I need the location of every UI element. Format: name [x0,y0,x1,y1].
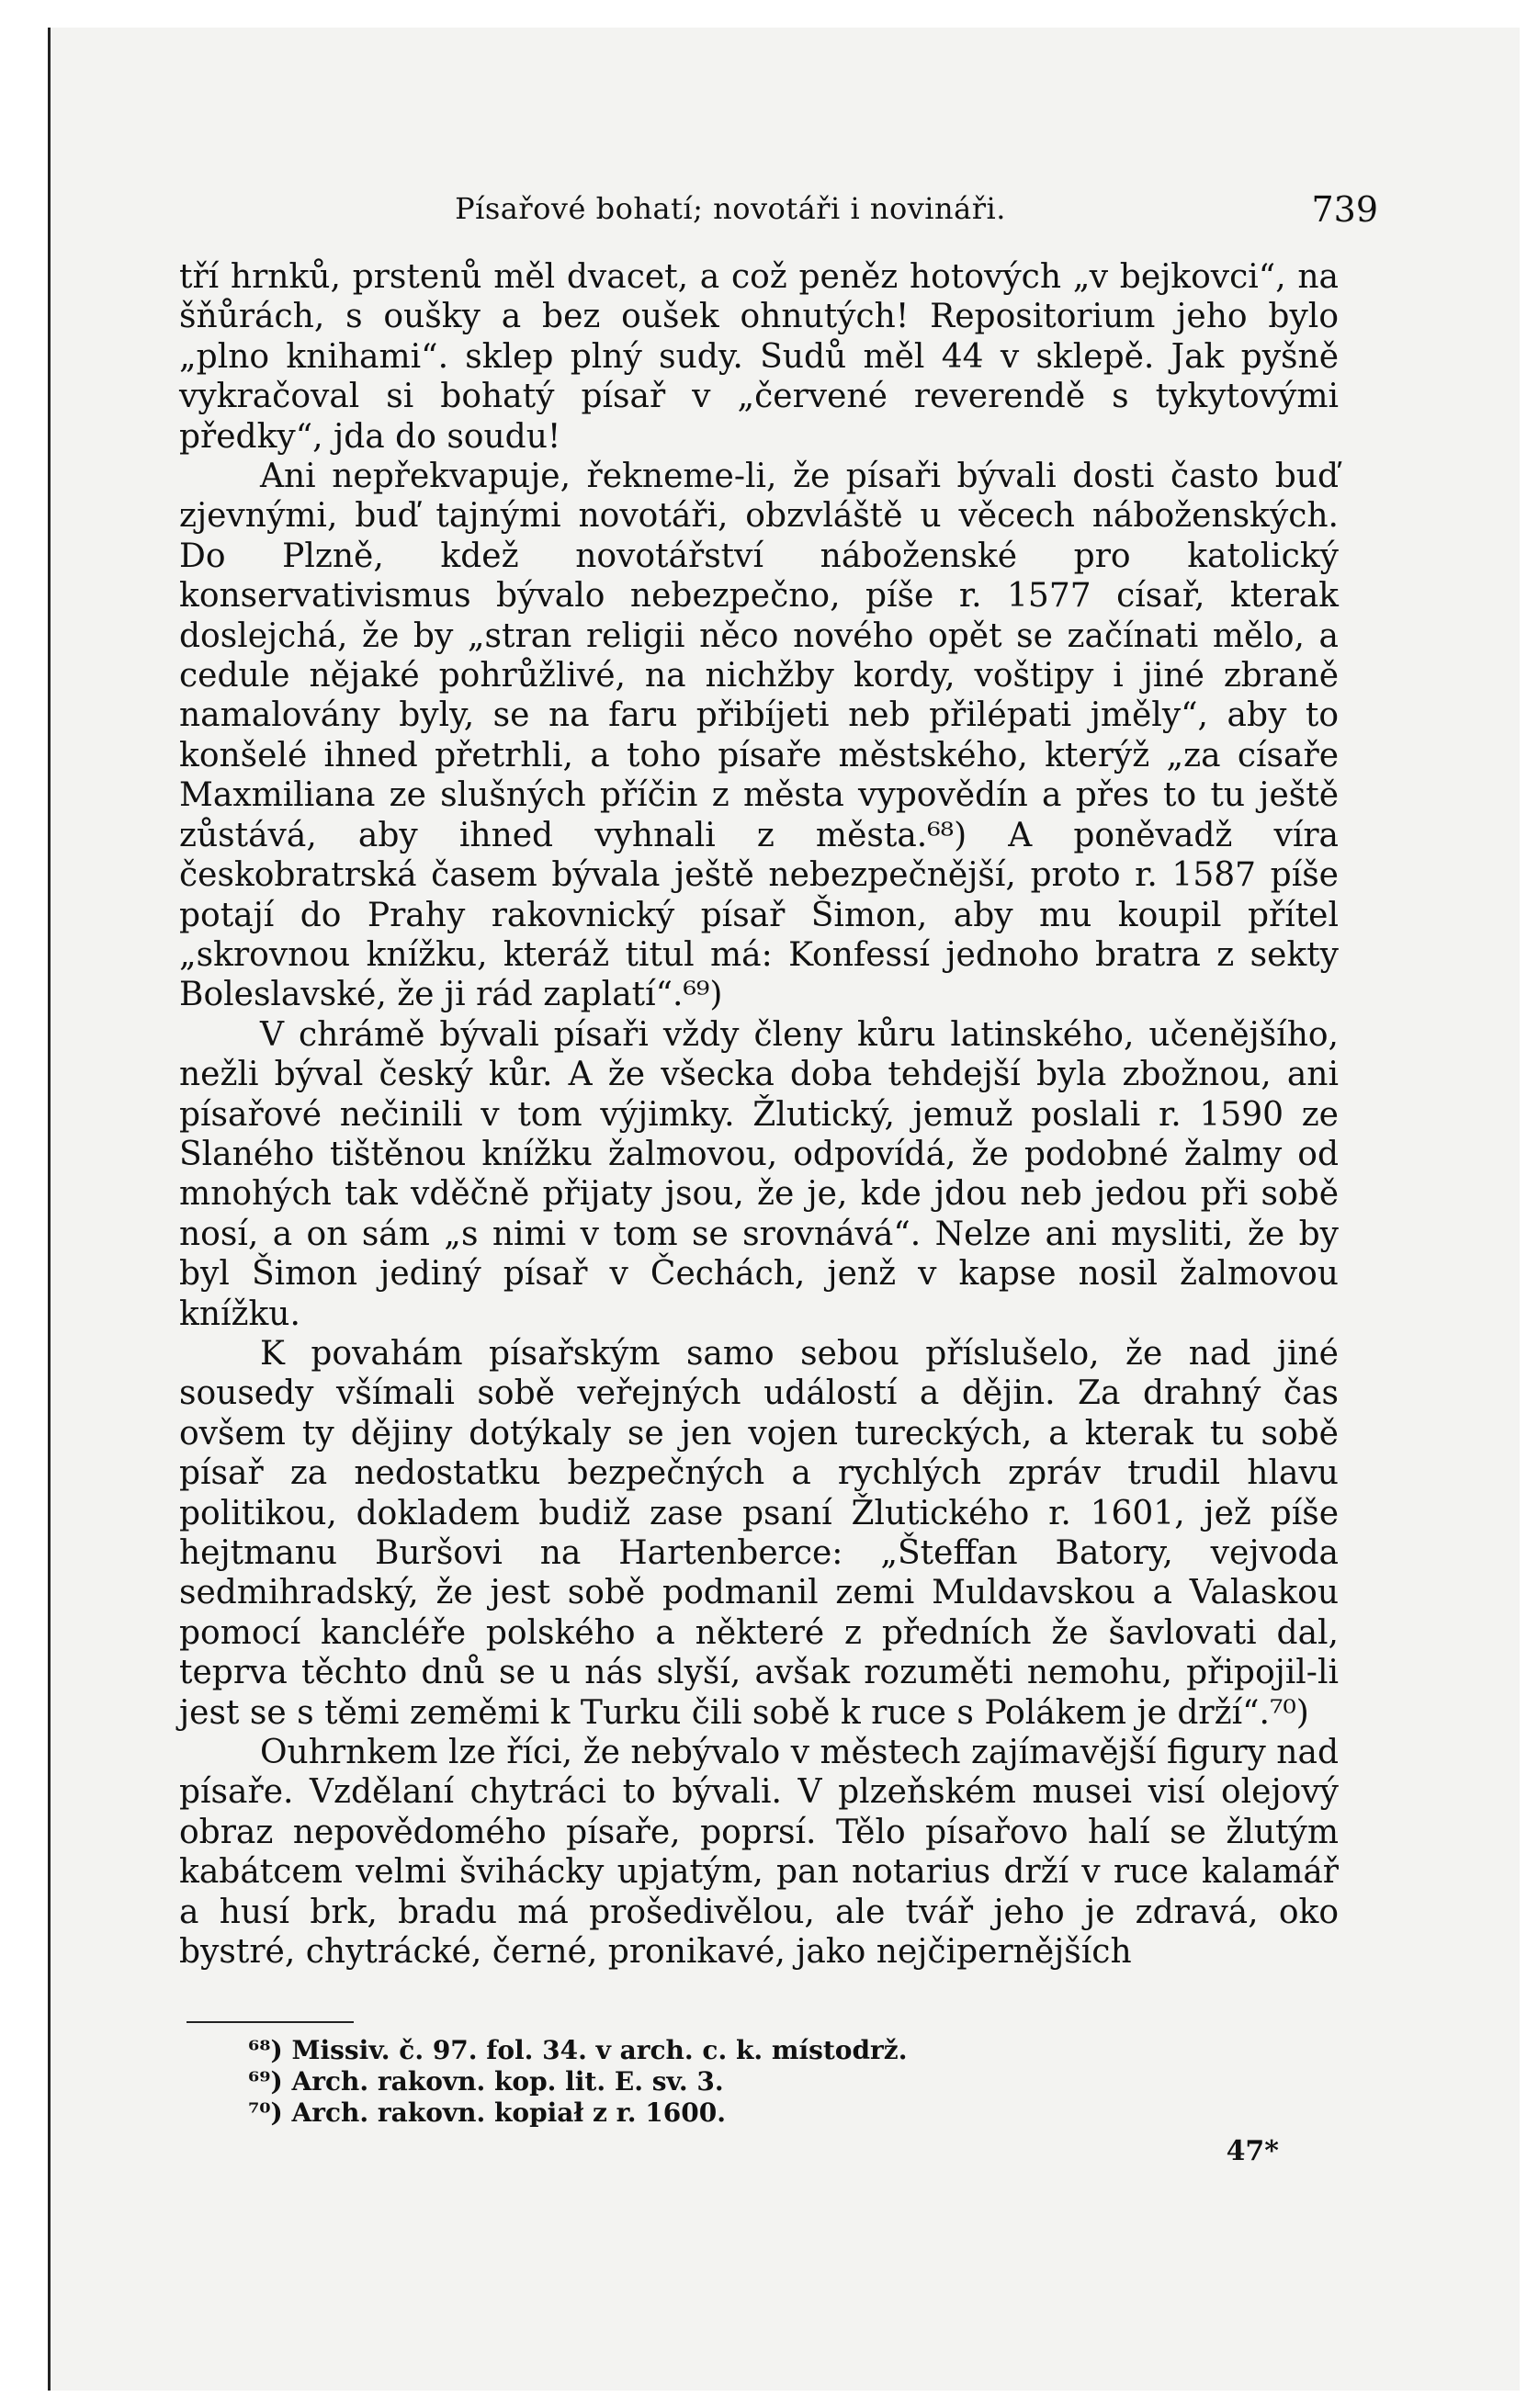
page-header [225,173,1520,228]
footnote-68: ⁶⁸) Missiv. č. 97. fol. 34. v arch. c. k. místodrž. [248,2035,908,2065]
footnote-rule [187,2021,354,2023]
running-title: Písařové bohatí; novotáři i novináři. [455,191,1006,226]
paragraph-3: V chrámě bývali písaři vždy členy kůru latinského, učenějšího, nežli býval český kůr. A že všecka doba tehdejší byla zbožnou, ani písařové nečinili v tom výjimky. Žlutický, jemuž poslali r. 1590 ze Slaného tištěnou knížku žalmovou, odpovídá, že podobné žalmy od mnohých tak vděčně přijaty jsou, že je, kde jdou neb jedou při sobě nosí, a on sám „s nimi v tom se srovnává“. Nelze ani mysliti, že by byl Šimon jediný písař v Čechách, jenž v kapse nosil žalmovou knížku. [179,1015,1339,1333]
book-page [48,28,1520,2391]
paragraph-5: Ouhrnkem lze říci, že nebývalo v městech zajímavější figury nad písaře. Vzdělaní chytráci to bývali. V plzeňském musei visí olejový obraz nepovědomého písaře, poprsí. Tělo písařovo halí se žlutým kabátcem velmi švihácky upjatým, pan notarius drží v ruce kalamář a husí brk, bradu má prošedivělou, ale tvář jeho je zdravá, oko bystré, chytrácké, černé, pronikavé, jako nejčipernějších [179,1734,1339,1972]
footnote-69: ⁶⁹) Arch. rakovn. kop. lit. E. sv. 3. [248,2066,724,2097]
body-text [179,257,1339,1972]
footnotes [248,2035,1167,2129]
footnote-70: ⁷⁰) Arch. rakovn. kopiał z r. 1600. [248,2097,726,2128]
paragraph-1: tří hrnků, prstenů měl dvacet, a což peněz hotových „v bejkovci“, na šňůrách, s oušky a bez oušek ohnutých! Repositorium jeho bylo „plno knihami“. sklep plný sudy. Sudů měl 44 v sklepě. Jak pyšně vykračoval si bohatý písař v „červené reverendě s tykytovými předky“, jda do soudu! [179,258,1339,456]
paragraph-2: Ani nepřekvapuje, řekneme-li, že písaři bývali dosti často buď zjevnými, buď tajnými novotáři, obzvláště u věcech náboženských. Do Plzně, kdež novotářství náboženské pro katolický konservativismus bývalo nebezpečno, píše r. 1577 císař, kterak doslejchá, že by „stran religii něco nového opět se začínati mělo, a cedule nějaké pohrůžlivé, na nichžby kordy, voštipy i jiné zbraně namalovány byly, se na faru přibíjeti neb přilépati jměly“, aby to konšelé ihned přetrhli, a toho písaře městského, kterýž „za císaře Maxmiliana ze slušných příčin z města vypovědín a přes to tu ještě zůstává, aby ihned vyhnali z města.⁶⁸) A poněvadž víra českobratrská časem bývala ještě nebezpečnější, proto r. 1587 píše potají do Prahy rakovnický písař Šimon, aby mu koupil přítel „skrovnou knížku, kteráž titul má: Konfessí jednoho bratra z sekty Boleslavské, že ji rád zaplatí“.⁶⁹) [179,458,1339,1014]
paragraph-4: K povahám písařským samo sebou příslušelo, že nad jiné sousedy všímali sobě veřejných událostí a dějin. Za drahný čas ovšem ty dějiny dotýkaly se jen vojen tureckých, a kterak tu sobě písař za nedostatku bezpečných a rychlých zpráv trudil hlavu politikou, dokladem budiž zase psaní Žlutického r. 1601, jež píše hejtmanu Buršovi na Hartenberce: „Šteffan Batory, vejvoda sedmihradský, že jest sobě podmanil zemi Muldavskou a Valaskou pomocí kancléře polského a některé z předních že šavlovati dal, teprva těchto dnů se u nás slyší, avšak rozuměti nemohu, připojil-li jest se s těmi zeměmi k Turku čili sobě k ruce s Polákem je drží“.⁷⁰) [179,1334,1339,1732]
signature-mark: 47* [1226,2135,1279,2167]
page-number: 739 [1311,189,1378,230]
